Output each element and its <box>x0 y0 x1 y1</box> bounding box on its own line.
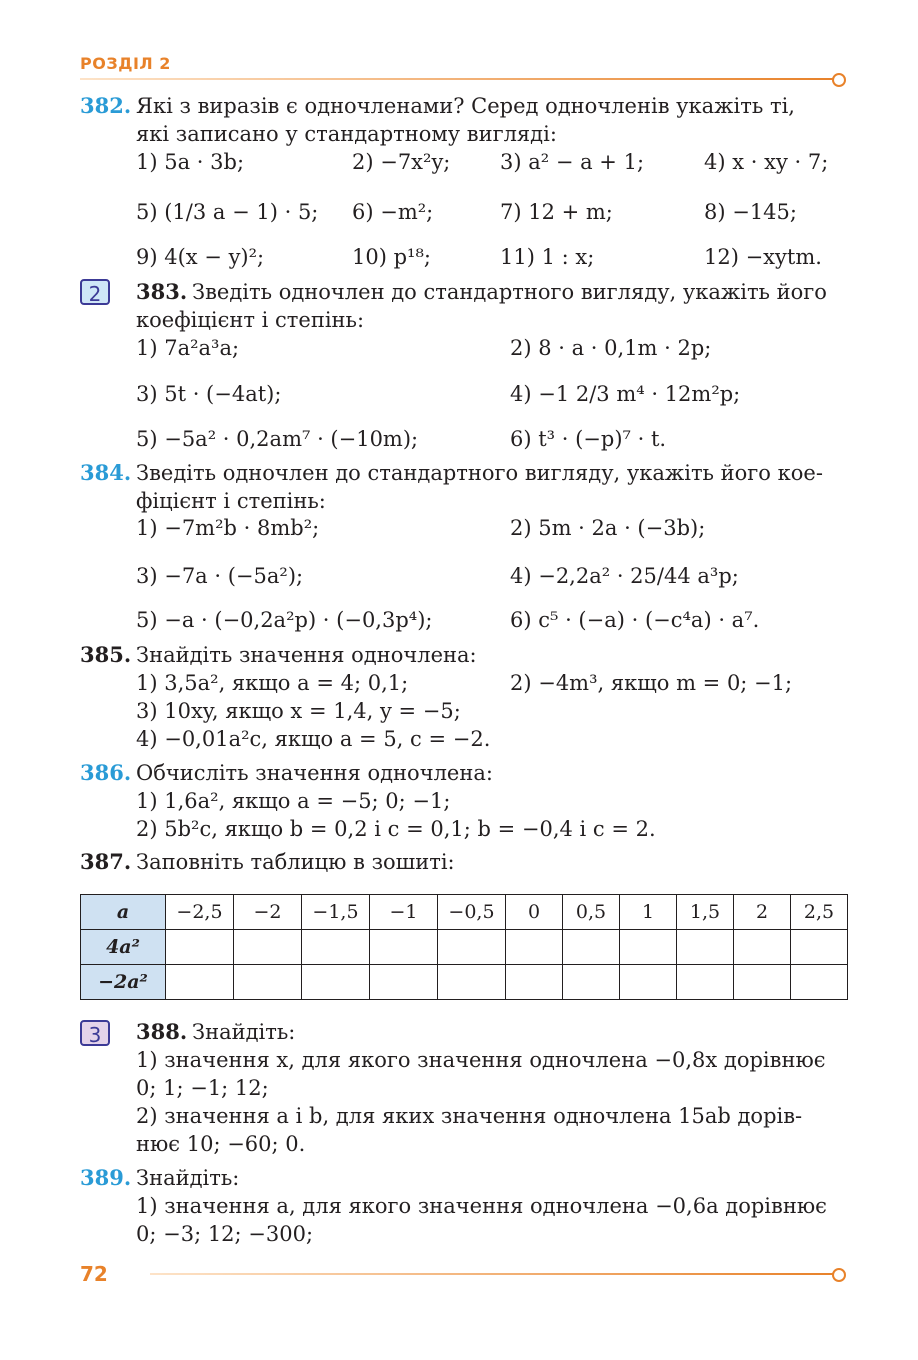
table-cell: −0,5 <box>438 895 506 930</box>
problem-388-line1: 1) значення x, для якого значення одночлена −0,8x дорівнює <box>136 1048 826 1072</box>
problem-383-item-4: 4) −1 2/3 m⁴ · 12m²p; <box>510 382 741 406</box>
table-row-header-a: a <box>81 895 166 930</box>
table-cell: 2 <box>734 895 791 930</box>
table-row-header-4a2: 4a² <box>81 930 166 965</box>
table-cell: 1 <box>620 895 677 930</box>
table-row <box>81 930 848 965</box>
footer-rule-end-circle <box>832 1268 846 1282</box>
table-cell: −1 <box>370 895 438 930</box>
level-2-badge: 2 <box>80 279 110 305</box>
table-cell-empty <box>302 930 370 965</box>
page-number: 72 <box>80 1262 108 1286</box>
table-cell: 1,5 <box>677 895 734 930</box>
table-cell: −2,5 <box>166 895 234 930</box>
problem-388-line3: 2) значення a і b, для яких значення одночлена 15ab дорів- <box>136 1104 803 1128</box>
table-cell-empty <box>234 930 302 965</box>
problem-388-title: Знайдіть: <box>192 1020 296 1044</box>
problem-384-text-line2: фіцієнт і степінь: <box>136 489 326 513</box>
table-cell-empty <box>620 930 677 965</box>
table-cell: 2,5 <box>791 895 848 930</box>
table-cell-empty <box>791 965 848 1000</box>
problem-382-item-2: 2) −7x²y; <box>352 150 451 174</box>
table-cell: 0 <box>506 895 563 930</box>
problem-389-title: Знайдіть: <box>136 1166 240 1190</box>
problem-385-item-4: 4) −0,01a²c, якщо a = 5, c = −2. <box>136 727 491 751</box>
problem-383-item-6: 6) t³ · (−p)⁷ · t. <box>510 427 667 451</box>
problem-382-item-5: 5) (1/3 a − 1) · 5; <box>136 200 319 224</box>
table-cell-empty <box>438 965 506 1000</box>
problem-383-item-3: 3) 5t · (−4at); <box>136 382 282 406</box>
problem-388-line2: 0; 1; −1; 12; <box>136 1076 269 1100</box>
values-table <box>80 894 848 1000</box>
table-cell-empty <box>563 930 620 965</box>
table-cell: −1,5 <box>302 895 370 930</box>
problem-384-item-2: 2) 5m · 2a · (−3b); <box>510 516 706 540</box>
table-row-header-minus2a2: −2a² <box>81 965 166 1000</box>
table-cell-empty <box>677 965 734 1000</box>
problem-385-item-1: 1) 3,5a², якщо a = 4; 0,1; <box>136 671 409 695</box>
problem-383-text-line2: коефіцієнт і степінь: <box>136 308 365 332</box>
problem-385-item-3: 3) 10xy, якщо x = 1,4, y = −5; <box>136 699 461 723</box>
table-row <box>81 895 848 930</box>
problem-386-item-2: 2) 5b²c, якщо b = 0,2 і c = 0,1; b = −0,4 і c = 2. <box>136 817 656 841</box>
problem-382-text-line1: Які з виразів є одночленами? Серед одночленів укажіть ті, <box>136 94 795 118</box>
table-cell-empty <box>734 930 791 965</box>
problem-number-386: 386. <box>80 760 132 785</box>
problem-388-line4: нює 10; −60; 0. <box>136 1132 306 1156</box>
problem-384-item-3: 3) −7a · (−5a²); <box>136 564 304 588</box>
table-cell-empty <box>166 965 234 1000</box>
table-cell: 0,5 <box>563 895 620 930</box>
table-cell-empty <box>166 930 234 965</box>
problem-384-item-1: 1) −7m²b · 8mb²; <box>136 516 320 540</box>
problem-387-text-line1: Заповніть таблицю в зошиті: <box>136 850 455 874</box>
problem-382-item-3: 3) a² − a + 1; <box>500 150 645 174</box>
table-cell-empty <box>506 965 563 1000</box>
problem-386-item-1: 1) 1,6a², якщо a = −5; 0; −1; <box>136 789 451 813</box>
problem-384-item-6: 6) c⁵ · (−a) · (−c⁴a) · a⁷. <box>510 608 760 632</box>
table-cell-empty <box>791 930 848 965</box>
table-cell-empty <box>234 965 302 1000</box>
problem-382-item-7: 7) 12 + m; <box>500 200 613 224</box>
table-cell-empty <box>370 965 438 1000</box>
problem-382-item-11: 11) 1 : x; <box>500 245 595 269</box>
footer-rule <box>150 1273 834 1275</box>
problem-382-item-1: 1) 5a · 3b; <box>136 150 245 174</box>
problem-389-line2: 0; −3; 12; −300; <box>136 1222 314 1246</box>
table-cell-empty <box>438 930 506 965</box>
problem-382-text-line2: які записано у стандартному вигляді: <box>136 122 557 146</box>
problem-number-383: 383. <box>136 279 188 304</box>
problem-382-item-6: 6) −m²; <box>352 200 434 224</box>
header-rule-end-circle <box>832 73 846 87</box>
problem-385-text-line1: Знайдіть значення одночлена: <box>136 643 477 667</box>
table-cell-empty <box>370 930 438 965</box>
problem-382-item-12: 12) −xytm. <box>704 245 822 269</box>
table-cell-empty <box>734 965 791 1000</box>
problem-number-389: 389. <box>80 1165 132 1190</box>
problem-number-382: 382. <box>80 93 132 118</box>
problem-383-item-5: 5) −5a² · 0,2am⁷ · (−10m); <box>136 427 419 451</box>
problem-number-385: 385. <box>80 642 132 667</box>
problem-383-text-line1: Зведіть одночлен до стандартного вигляду, укажіть його <box>192 280 827 304</box>
problem-383-item-2: 2) 8 · a · 0,1m · 2p; <box>510 336 712 360</box>
table-cell-empty <box>620 965 677 1000</box>
table-row <box>81 965 848 1000</box>
problem-number-388: 388. <box>136 1019 188 1044</box>
table-cell-empty <box>302 965 370 1000</box>
problem-384-text-line1: Зведіть одночлен до стандартного вигляду, укажіть його кое- <box>136 461 823 485</box>
problem-382-item-4: 4) x · xy · 7; <box>704 150 829 174</box>
problem-384-item-4: 4) −2,2a² · 25/44 a³p; <box>510 564 739 588</box>
table-cell-empty <box>677 930 734 965</box>
problem-382-item-10: 10) p¹⁸; <box>352 245 431 269</box>
header-rule <box>80 78 834 80</box>
problem-389-line1: 1) значення a, для якого значення одночлена −0,6a дорівнює <box>136 1194 827 1218</box>
level-3-badge: 3 <box>80 1020 110 1046</box>
table-cell-empty <box>563 965 620 1000</box>
problem-382-item-9: 9) 4(x − y)²; <box>136 245 265 269</box>
problem-384-item-5: 5) −a · (−0,2a²p) · (−0,3p⁴); <box>136 608 433 632</box>
problem-386-text-line1: Обчисліть значення одночлена: <box>136 761 493 785</box>
section-label: РОЗДІЛ 2 <box>80 54 171 73</box>
table-cell: −2 <box>234 895 302 930</box>
problem-382-item-8: 8) −145; <box>704 200 797 224</box>
problem-383-item-1: 1) 7a²a³a; <box>136 336 240 360</box>
problem-number-384: 384. <box>80 460 132 485</box>
problem-385-item-2: 2) −4m³, якщо m = 0; −1; <box>510 671 793 695</box>
problem-number-387: 387. <box>80 849 132 874</box>
table-cell-empty <box>506 930 563 965</box>
